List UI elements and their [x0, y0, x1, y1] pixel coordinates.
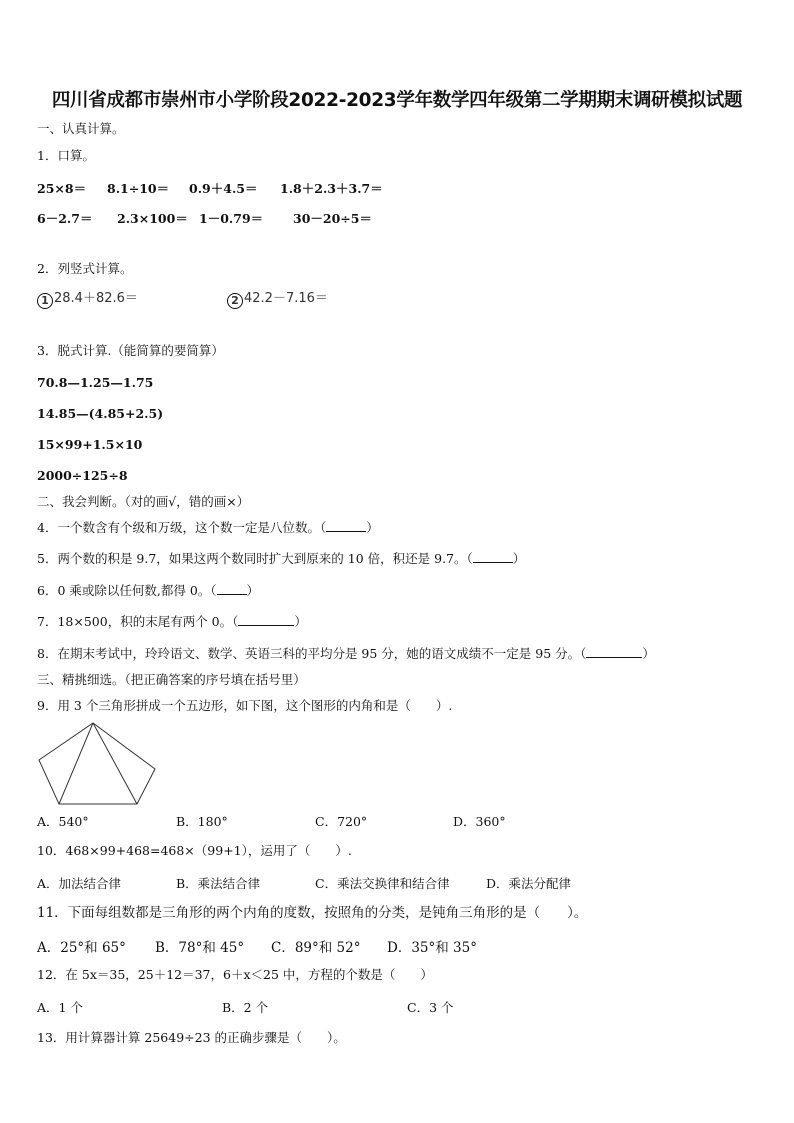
answer-blank[interactable]: [586, 657, 642, 658]
q10-option-d[interactable]: D．乘法分配律: [486, 876, 572, 891]
q9-option-c[interactable]: C．720°: [315, 814, 368, 829]
q7: [37, 614, 307, 630]
q2-item-2: [227, 291, 328, 309]
q1-expr: 2.3×100＝: [117, 211, 188, 226]
pentagon-diagonal: [93, 723, 137, 804]
circled-number: 2: [227, 293, 243, 309]
q6-text: 6．0 乘或除以任何数,都得 0。（: [37, 583, 217, 598]
q1-expr: 1.8＋2.3＋3.7＝: [280, 181, 383, 196]
close-paren: ）: [294, 614, 307, 629]
answer-blank[interactable]: [238, 625, 294, 626]
q10-option-c[interactable]: C．乘法交换律和结合律: [315, 876, 450, 891]
q9-option-b[interactable]: B．180°: [176, 814, 228, 829]
q2-expr: 28.4＋82.6＝: [54, 291, 138, 306]
q2-expr: 42.2－7.16＝: [244, 291, 328, 306]
q12-text: 12．在 5x＝35，25＋12＝37，6＋x＜25 中，方程的个数是（ ）: [37, 967, 433, 982]
q3-expr: 15×99+1.5×10: [37, 437, 143, 452]
q1-expr: 1－0.79＝: [199, 211, 264, 226]
q3-expr: 14.85—(4.85+2.5): [37, 406, 164, 421]
section-1-heading: 一、认真计算。: [37, 121, 125, 136]
q10-option-b[interactable]: B．乘法结合律: [176, 876, 261, 891]
q11-option-a[interactable]: A．25°和 65°: [37, 940, 126, 956]
q11-option-b[interactable]: B．78°和 45°: [155, 940, 245, 956]
q9-text: 9．用 3 个三角形拼成一个五边形，如下图，这个图形的内角和是（ ）.: [37, 698, 453, 713]
section-2-heading: 二、我会判断。（对的画√，错的画×）: [37, 494, 250, 509]
pentagon-outline: [39, 723, 155, 804]
pentagon-figure: [36, 720, 158, 806]
q5-text: 5．两个数的积是 9.7，如果这两个数同时扩大到原来的 10 倍，积还是 9.7。（: [37, 551, 473, 566]
q5: [37, 551, 525, 567]
circled-number: 1: [37, 293, 53, 309]
q4-text: 4．一个数含有个级和万级，这个数一定是八位数。（: [37, 520, 327, 535]
close-paren: ）: [246, 583, 260, 598]
q8-text: 8．在期末考试中，玲玲语文、数学、英语三科的平均分是 95 分，她的语文成绩不一定是 95 分。（: [37, 646, 587, 661]
q1-expr: 30－20÷5＝: [293, 211, 372, 226]
q4: [37, 520, 379, 536]
q10-text: 10．468×99+468=468×（99+1），运用了（ ）.: [37, 843, 352, 858]
close-paren: ）: [366, 520, 379, 535]
section-3-heading: 三、精挑细选。（把正确答案的序号填在括号里）: [37, 672, 306, 687]
q9-option-a[interactable]: A．540°: [37, 814, 89, 829]
q9-option-d[interactable]: D．360°: [453, 814, 506, 829]
q11-option-c[interactable]: C．89°和 52°: [271, 940, 361, 956]
q7-text: 7．18×500，积的末尾有两个 0。（: [37, 614, 239, 629]
answer-blank[interactable]: [473, 562, 513, 563]
answer-blank[interactable]: [326, 531, 366, 532]
q3-label: 3．脱式计算.（能简算的要简算）: [37, 343, 224, 358]
q1-expr: 8.1÷10＝: [107, 181, 170, 196]
q11-text: 11．下面每组数都是三角形的两个内角的度数，按照角的分类，是钝角三角形的是（ ）。: [37, 905, 588, 921]
close-paren: ）: [512, 551, 526, 566]
answer-blank[interactable]: [217, 594, 247, 595]
q10-option-a[interactable]: A．加法结合律: [37, 876, 122, 891]
q13-text: 13．用计算器计算 25649÷23 的正确步骤是（ ）。: [37, 1030, 346, 1045]
page-title: 四川省成都市崇州市小学阶段2022-2023学年数学四年级第二学期期末调研模拟试题: [51, 90, 743, 111]
q12-option-a[interactable]: A．1 个: [37, 1000, 83, 1015]
q6: [37, 583, 259, 599]
q1-expr: 25×8＝: [37, 181, 87, 196]
q1-expr: 6－2.7＝: [37, 211, 93, 226]
q3-expr: 2000÷125÷8: [37, 468, 128, 483]
q12-option-b[interactable]: B．2 个: [222, 1000, 269, 1015]
q1-label: 1．口算。: [37, 148, 95, 163]
q2-label: 2．列竖式计算。: [37, 261, 133, 276]
q8: [37, 646, 655, 662]
close-paren: ）: [642, 646, 655, 661]
q1-expr: 0.9＋4.5＝: [189, 181, 258, 196]
q11-option-d[interactable]: D．35°和 35°: [387, 940, 477, 956]
q2-item-1: [37, 291, 138, 309]
q12-option-c[interactable]: C．3 个: [407, 1000, 454, 1015]
q3-expr: 70.8—1.25—1.75: [37, 375, 154, 390]
